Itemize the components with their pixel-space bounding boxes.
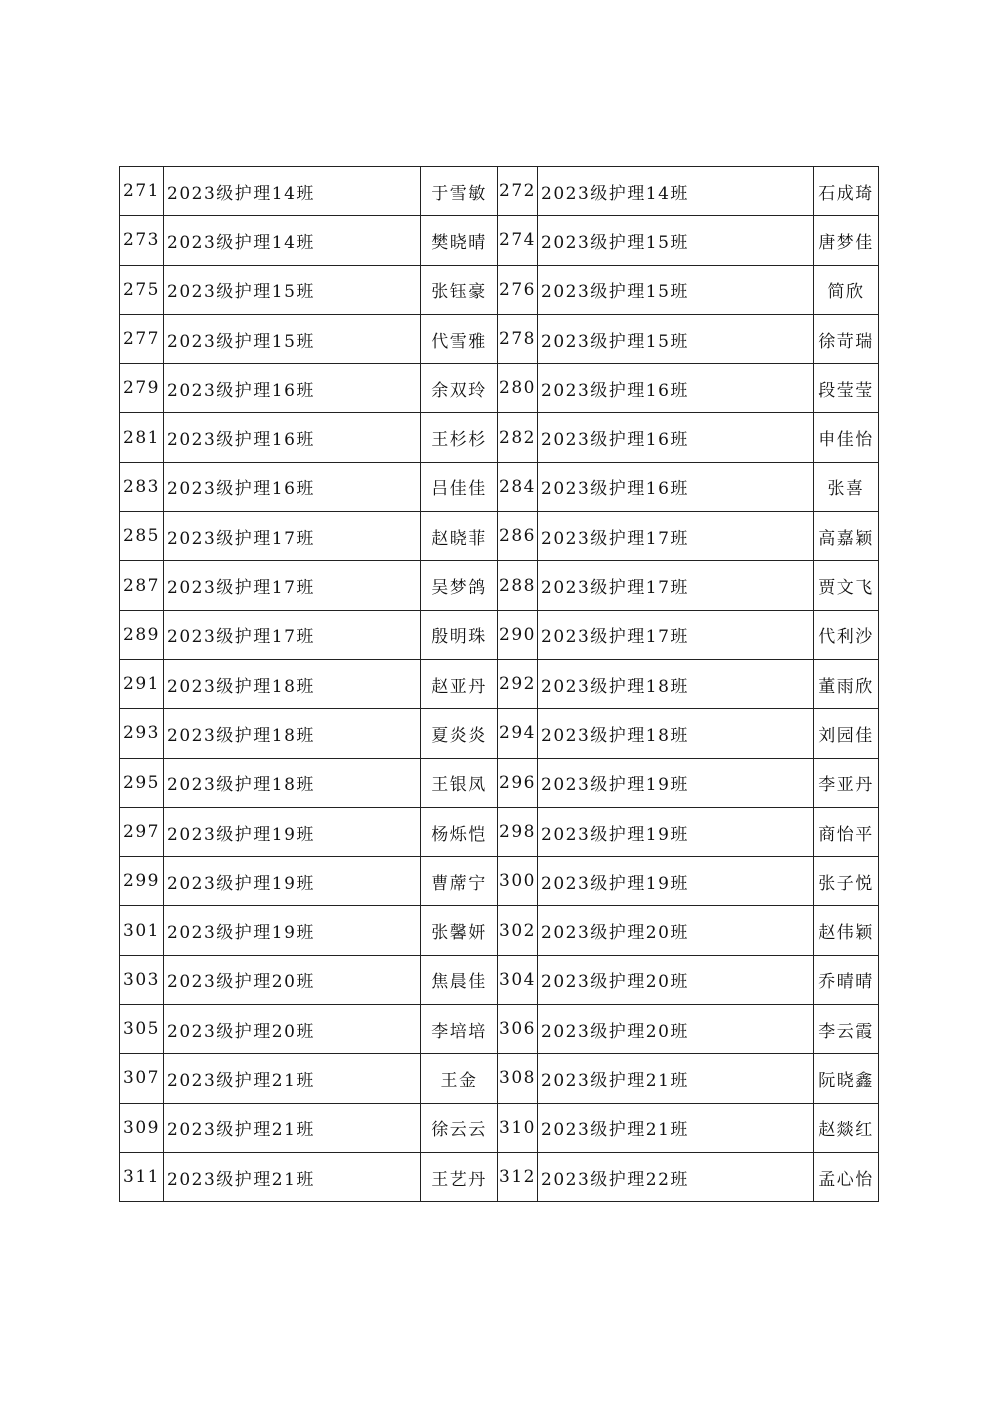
left-class-cell: 2023级护理19班 xyxy=(164,906,421,955)
left-name-cell: 赵晓菲 xyxy=(421,512,498,561)
table-row xyxy=(120,462,879,511)
right-number-cell: 312 xyxy=(498,1152,538,1201)
right-name-cell: 徐苛瑞 xyxy=(814,314,879,363)
right-class-cell: 2023级护理22班 xyxy=(538,1152,814,1201)
right-number-cell: 300 xyxy=(498,857,538,906)
table-row xyxy=(120,1103,879,1152)
left-name-cell: 余双玲 xyxy=(421,364,498,413)
left-class-cell: 2023级护理18班 xyxy=(164,758,421,807)
right-class-cell: 2023级护理17班 xyxy=(538,512,814,561)
right-class-cell: 2023级护理16班 xyxy=(538,462,814,511)
roster-body xyxy=(120,167,879,1202)
right-name-cell: 代利沙 xyxy=(814,610,879,659)
right-class-cell: 2023级护理19班 xyxy=(538,807,814,856)
right-name-cell: 申佳怡 xyxy=(814,413,879,462)
left-number-cell: 297 xyxy=(120,807,164,856)
left-number-cell: 295 xyxy=(120,758,164,807)
left-name-cell: 代雪雅 xyxy=(421,314,498,363)
left-class-cell: 2023级护理21班 xyxy=(164,1152,421,1201)
right-name-cell: 李云霞 xyxy=(814,1005,879,1054)
left-number-cell: 307 xyxy=(120,1054,164,1103)
right-number-cell: 290 xyxy=(498,610,538,659)
right-class-cell: 2023级护理21班 xyxy=(538,1054,814,1103)
right-number-cell: 274 xyxy=(498,216,538,265)
right-number-cell: 304 xyxy=(498,955,538,1004)
right-name-cell: 唐梦佳 xyxy=(814,216,879,265)
table-row xyxy=(120,314,879,363)
table-row xyxy=(120,610,879,659)
left-class-cell: 2023级护理17班 xyxy=(164,610,421,659)
right-class-cell: 2023级护理18班 xyxy=(538,659,814,708)
left-name-cell: 李培培 xyxy=(421,1005,498,1054)
right-class-cell: 2023级护理14班 xyxy=(538,167,814,216)
right-number-cell: 298 xyxy=(498,807,538,856)
right-number-cell: 306 xyxy=(498,1005,538,1054)
table-row xyxy=(120,1152,879,1201)
right-number-cell: 278 xyxy=(498,314,538,363)
right-number-cell: 272 xyxy=(498,167,538,216)
right-name-cell: 贾文飞 xyxy=(814,561,879,610)
table-row xyxy=(120,364,879,413)
table-row xyxy=(120,1054,879,1103)
left-class-cell: 2023级护理21班 xyxy=(164,1054,421,1103)
left-name-cell: 曹蓆宁 xyxy=(421,857,498,906)
left-class-cell: 2023级护理16班 xyxy=(164,462,421,511)
right-class-cell: 2023级护理19班 xyxy=(538,758,814,807)
left-number-cell: 299 xyxy=(120,857,164,906)
right-name-cell: 刘园佳 xyxy=(814,709,879,758)
right-name-cell: 孟心怡 xyxy=(814,1152,879,1201)
right-class-cell: 2023级护理15班 xyxy=(538,216,814,265)
right-name-cell: 段莹莹 xyxy=(814,364,879,413)
left-class-cell: 2023级护理19班 xyxy=(164,807,421,856)
left-class-cell: 2023级护理17班 xyxy=(164,512,421,561)
right-name-cell: 阮晓鑫 xyxy=(814,1054,879,1103)
right-number-cell: 296 xyxy=(498,758,538,807)
right-class-cell: 2023级护理15班 xyxy=(538,265,814,314)
left-number-cell: 303 xyxy=(120,955,164,1004)
table-row xyxy=(120,512,879,561)
right-name-cell: 张子悦 xyxy=(814,857,879,906)
right-class-cell: 2023级护理18班 xyxy=(538,709,814,758)
table-row xyxy=(120,167,879,216)
table-row xyxy=(120,659,879,708)
left-class-cell: 2023级护理21班 xyxy=(164,1103,421,1152)
right-class-cell: 2023级护理20班 xyxy=(538,955,814,1004)
table-row xyxy=(120,807,879,856)
left-class-cell: 2023级护理14班 xyxy=(164,216,421,265)
right-name-cell: 张喜 xyxy=(814,462,879,511)
right-name-cell: 李亚丹 xyxy=(814,758,879,807)
table-row xyxy=(120,906,879,955)
left-name-cell: 王金 xyxy=(421,1054,498,1103)
table-row xyxy=(120,857,879,906)
right-number-cell: 280 xyxy=(498,364,538,413)
table-row xyxy=(120,955,879,1004)
right-name-cell: 石成琦 xyxy=(814,167,879,216)
right-number-cell: 286 xyxy=(498,512,538,561)
left-name-cell: 张馨妍 xyxy=(421,906,498,955)
right-class-cell: 2023级护理17班 xyxy=(538,610,814,659)
left-number-cell: 309 xyxy=(120,1103,164,1152)
left-name-cell: 吴梦鸽 xyxy=(421,561,498,610)
left-number-cell: 291 xyxy=(120,659,164,708)
left-name-cell: 于雪敏 xyxy=(421,167,498,216)
right-number-cell: 292 xyxy=(498,659,538,708)
left-class-cell: 2023级护理20班 xyxy=(164,955,421,1004)
right-name-cell: 赵燚红 xyxy=(814,1103,879,1152)
table-row xyxy=(120,758,879,807)
left-name-cell: 王艺丹 xyxy=(421,1152,498,1201)
left-class-cell: 2023级护理20班 xyxy=(164,1005,421,1054)
right-number-cell: 302 xyxy=(498,906,538,955)
right-name-cell: 董雨欣 xyxy=(814,659,879,708)
right-class-cell: 2023级护理19班 xyxy=(538,857,814,906)
left-class-cell: 2023级护理15班 xyxy=(164,314,421,363)
left-class-cell: 2023级护理16班 xyxy=(164,413,421,462)
left-class-cell: 2023级护理16班 xyxy=(164,364,421,413)
left-number-cell: 283 xyxy=(120,462,164,511)
left-name-cell: 赵亚丹 xyxy=(421,659,498,708)
right-name-cell: 乔晴晴 xyxy=(814,955,879,1004)
right-class-cell: 2023级护理16班 xyxy=(538,413,814,462)
left-class-cell: 2023级护理19班 xyxy=(164,857,421,906)
right-name-cell: 赵伟颖 xyxy=(814,906,879,955)
right-class-cell: 2023级护理16班 xyxy=(538,364,814,413)
table-row xyxy=(120,216,879,265)
left-name-cell: 焦晨佳 xyxy=(421,955,498,1004)
right-number-cell: 284 xyxy=(498,462,538,511)
left-number-cell: 275 xyxy=(120,265,164,314)
left-name-cell: 王银凤 xyxy=(421,758,498,807)
left-number-cell: 281 xyxy=(120,413,164,462)
table-row xyxy=(120,1005,879,1054)
right-class-cell: 2023级护理15班 xyxy=(538,314,814,363)
left-number-cell: 285 xyxy=(120,512,164,561)
left-name-cell: 杨烁恺 xyxy=(421,807,498,856)
left-number-cell: 287 xyxy=(120,561,164,610)
left-name-cell: 殷明珠 xyxy=(421,610,498,659)
left-name-cell: 吕佳佳 xyxy=(421,462,498,511)
left-class-cell: 2023级护理15班 xyxy=(164,265,421,314)
left-name-cell: 樊晓晴 xyxy=(421,216,498,265)
right-number-cell: 288 xyxy=(498,561,538,610)
right-name-cell: 简欣 xyxy=(814,265,879,314)
right-name-cell: 高嘉颖 xyxy=(814,512,879,561)
student-roster-table xyxy=(119,166,879,1202)
left-class-cell: 2023级护理14班 xyxy=(164,167,421,216)
right-number-cell: 276 xyxy=(498,265,538,314)
table-row xyxy=(120,709,879,758)
left-name-cell: 王杉杉 xyxy=(421,413,498,462)
right-number-cell: 310 xyxy=(498,1103,538,1152)
table-row xyxy=(120,265,879,314)
left-name-cell: 徐云云 xyxy=(421,1103,498,1152)
table-row xyxy=(120,561,879,610)
left-name-cell: 张钰豪 xyxy=(421,265,498,314)
right-class-cell: 2023级护理21班 xyxy=(538,1103,814,1152)
right-number-cell: 308 xyxy=(498,1054,538,1103)
left-number-cell: 289 xyxy=(120,610,164,659)
right-number-cell: 282 xyxy=(498,413,538,462)
left-number-cell: 293 xyxy=(120,709,164,758)
left-class-cell: 2023级护理18班 xyxy=(164,659,421,708)
right-class-cell: 2023级护理17班 xyxy=(538,561,814,610)
right-class-cell: 2023级护理20班 xyxy=(538,1005,814,1054)
right-name-cell: 商怡平 xyxy=(814,807,879,856)
left-class-cell: 2023级护理17班 xyxy=(164,561,421,610)
left-number-cell: 301 xyxy=(120,906,164,955)
table-row xyxy=(120,413,879,462)
left-number-cell: 305 xyxy=(120,1005,164,1054)
left-number-cell: 271 xyxy=(120,167,164,216)
right-number-cell: 294 xyxy=(498,709,538,758)
right-class-cell: 2023级护理20班 xyxy=(538,906,814,955)
left-number-cell: 279 xyxy=(120,364,164,413)
left-number-cell: 311 xyxy=(120,1152,164,1201)
left-class-cell: 2023级护理18班 xyxy=(164,709,421,758)
left-number-cell: 273 xyxy=(120,216,164,265)
left-name-cell: 夏炎炎 xyxy=(421,709,498,758)
left-number-cell: 277 xyxy=(120,314,164,363)
